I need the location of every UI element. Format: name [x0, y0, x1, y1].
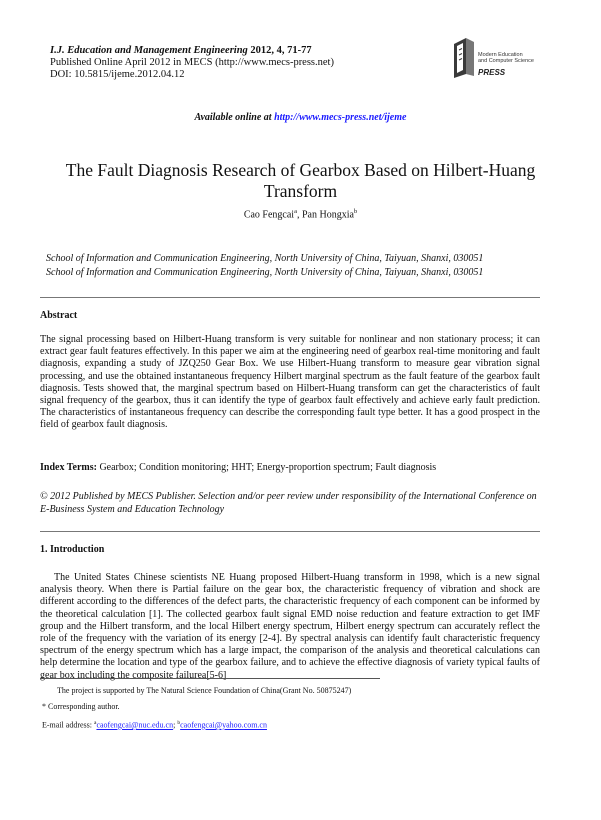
journal-url-link[interactable]: http://www.mecs-press.net/ijeme: [274, 112, 407, 123]
intro-body: The United States Chinese scientists NE Huang proposed Hilbert-Huang transform in 1998, which is a new signal analysis theory. When there is Partial failure on the gear box, the characteristic frequency of vibration and shock are different according to the differences of the defect parts, the characteristic frequency of each component can be informed by the theoretical calculation [1]. The collected gearbox fault signal EMD noise reduction and feature extraction to get IMF group and the Hilbert transform, and the local Hilbert energy spectrum, Hilbert energy spectrum can accurately reflect the role of the frequency with the variation of its energy [2-4]. By spectral analysis can identify fault characteristic frequency spectrum of the energy spectrum which has a large impact, the comparison of the analysis and theoretical calculations can help determine the location and type of the gearbox failure, and to achieve the effective diagnosis of variety typical faults of gear box including the composite failurea[5-6]: [40, 572, 540, 681]
journal-header: [50, 45, 334, 81]
footnote-support: The project is supported by The Natural Science Foundation of China(Grant No. 50875247): [57, 686, 352, 695]
affiliations: [46, 252, 483, 279]
doi-line: DOI: 10.5815/ijeme.2012.04.12: [50, 69, 185, 80]
logo-press: PRESS: [478, 68, 506, 77]
author-2: Pan Hongxia: [301, 209, 354, 221]
index-terms-label: Index Terms:: [40, 462, 97, 473]
affiliation-2: School of Information and Communication Engineering, North University of China, Taiyuan, Shanxi, 030051: [46, 266, 484, 278]
footnote-email: E-mail address: $^a$caofengcai@nuc.edu.cn; $^b$caofengcai@yahoo.com.cn: [42, 720, 267, 730]
books-icon: [452, 34, 478, 80]
index-terms-text: Gearbox; Condition monitoring; HHT; Energy-proportion spectrum; Fault diagnosis: [96, 462, 437, 473]
intro-heading: 1. Introduction: [40, 544, 105, 555]
index-terms: [40, 462, 540, 474]
available-online: Available online at http://www.mecs-press.net/ijeme: [194, 112, 407, 123]
author-1: Cao Fengcai: [243, 209, 295, 221]
copyright-notice: © 2012 Published by MECS Publisher. Selection and/or peer review under responsibility of the International Conference on E-Business System and Education Technology: [40, 491, 537, 515]
abstract-body: The signal processing based on Hilbert-Huang transform is very suitable for nonlinear and non stationary process; it can extract gear fault features effectively. In this paper we aim at the engineering need of gearbox real-time monitoring and fault diagnosis, expanding a study of JZQ250 Gear Box. We use Hilbert-Huang transform to measure gear vibration signal processing, and use the obtained instantaneous frequency Hilbert marginal spectrum as the fault feature of the gearbox fault diagnosis. Tests showed that, the marginal spectrum based on Hilbert-Huang transform can get the characteristics of fault signal frequency of the gearbox, thus it can identify the type of gearbox fault effectively and achieve early fault prediction. The characteristics of instantaneous frequency can describe the corresponding fault type better. It has a good prospect in the field of gearbox fault diagnosis.: [40, 334, 540, 431]
logo-text: Modern Education and Computer Science: [478, 52, 534, 64]
abstract-heading: Abstract: [40, 310, 78, 321]
paper-title: The Fault Diagnosis Research of Gearbox Based on Hilbert-Huang Transform: [65, 160, 536, 201]
divider-bottom: [40, 531, 540, 532]
footnote-corresponding: * Corresponding author.: [42, 702, 120, 711]
journal-name: I.J. Education and Management Engineering: [50, 45, 248, 56]
email-link-b[interactable]: caofengcai@yahoo.com.cn: [180, 720, 267, 730]
publisher-logo: [452, 30, 552, 80]
authors: Cao Fengcai$^a$, Pan Hongxia$^b$: [243, 208, 358, 221]
footnote-rule: [40, 678, 380, 679]
affiliation-1: School of Information and Communication Engineering, North University of China, Taiyuan, Shanxi, 030051: [46, 253, 484, 264]
published-line: Published Online April 2012 in MECS (http://www.mecs-press.net): [50, 57, 334, 68]
email-link-a[interactable]: caofengcai@nuc.edu.cn: [96, 720, 174, 730]
journal-volume: 2012, 4, 71-77: [250, 45, 312, 56]
divider-top: [40, 297, 540, 298]
